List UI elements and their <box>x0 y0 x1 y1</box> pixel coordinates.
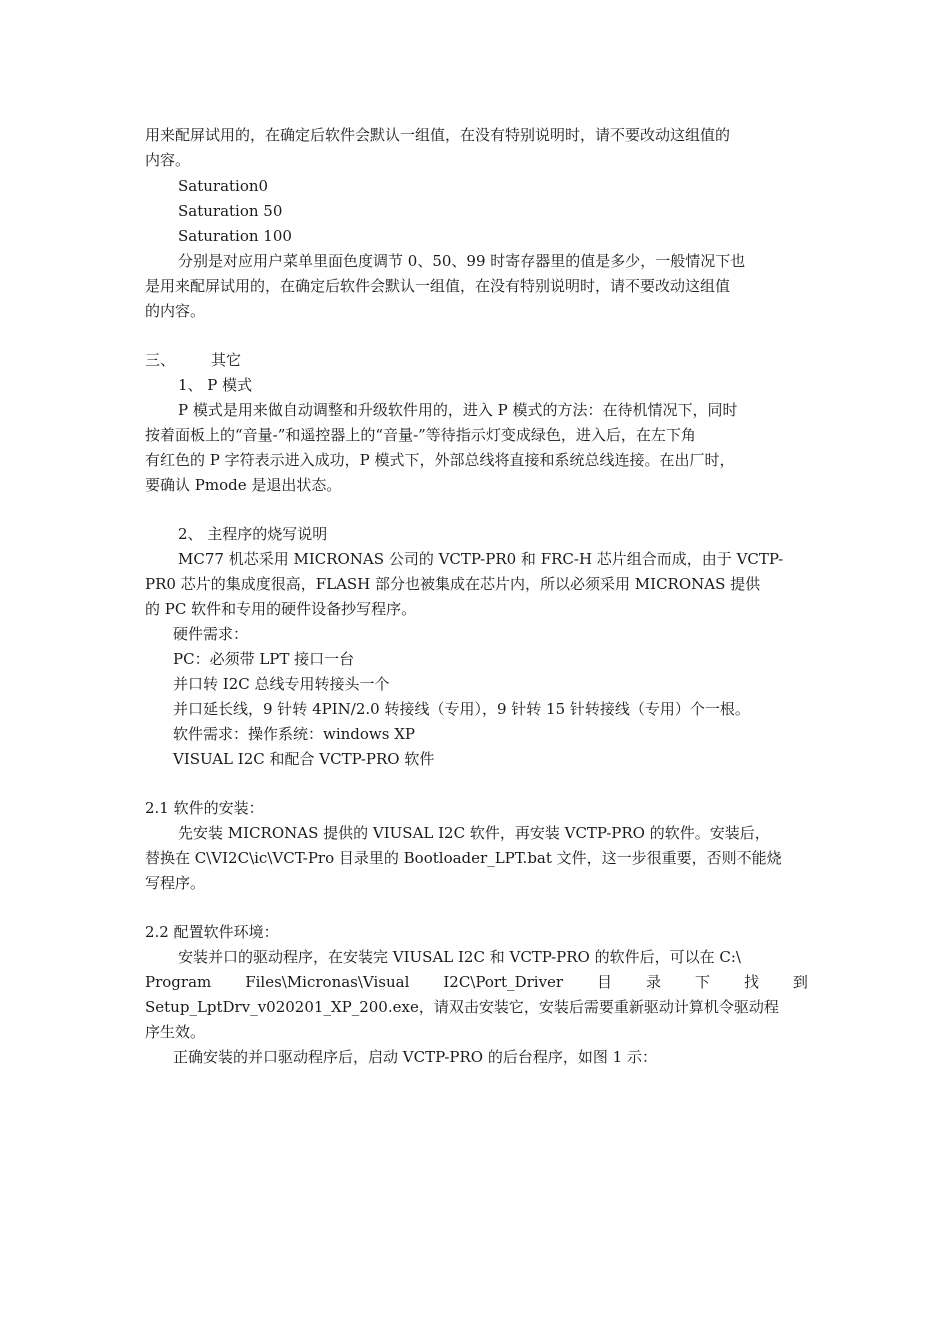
sec22-line1: 安装并口的驱动程序，在安装完 VIUSAL I2C 和 VCTP-PRO 的软件后，可以在 C:\ <box>178 948 741 966</box>
sec22-word: 目 <box>597 973 613 991</box>
sub1-line2: 按着面板上的“音量-”和遥控器上的“音量-”等待指示灯变成绿色，进入后，在左下角 <box>145 426 696 444</box>
sec22-word: 到 <box>792 973 808 991</box>
section3-title: 其它 <box>211 351 242 369</box>
sec21-line2: 替换在 C\VI2C\ic\VCT-Pro 目录里的 Bootloader_LPT.bat 文件，这一步很重要，否则不能烧 <box>145 849 782 867</box>
req-adapter: 并口转 I2C 总线专用转接头一个 <box>173 675 390 693</box>
sec22-heading: 2.2 配置软件环境： <box>145 923 279 941</box>
sec22-line4: 序生效。 <box>145 1023 206 1041</box>
sub2-line1: MC77 机芯采用 MICRONAS 公司的 VCTP-PR0 和 FRC-H 芯片组合而成，由于 VCTP- <box>178 550 784 568</box>
sub2-line3: 的 PC 软件和专用的硬件设备抄写程序。 <box>145 600 417 618</box>
sec22-line3: Setup_LptDrv_v020201_XP_200.exe，请双击安装它，安装后需要重新驱动计算机令驱动程 <box>145 998 779 1016</box>
sec22-line2 <box>145 972 808 992</box>
sub1-line3: 有红色的 P 字符表示进入成功，P 模式下，外部总线将直接和系统总线连接。在出厂时， <box>145 451 735 469</box>
saturation-50: Saturation 50 <box>178 202 283 220</box>
sec21-line3: 写程序。 <box>145 874 206 892</box>
para2-line3: 的内容。 <box>145 302 206 320</box>
sub1-line1: P 模式是用来做自动调整和升级软件用的，进入 P 模式的方法：在待机情况下，同时 <box>178 401 738 419</box>
sec22-word: 找 <box>743 973 759 991</box>
req-pc: PC：必须带 LPT 接口一台 <box>173 650 355 668</box>
sec22-word: Program <box>145 973 212 991</box>
sec21-heading: 2.1 软件的安装： <box>145 799 264 817</box>
sec22-word: 录 <box>646 973 662 991</box>
sub1-line4: 要确认 Pmode 是退出状态。 <box>145 476 342 494</box>
sub2-title: 2、 主程序的烧写说明 <box>178 525 328 543</box>
section3-number: 三、 <box>145 351 176 369</box>
req-software: 软件需求：操作系统：windows XP <box>173 725 416 743</box>
sec21-line1: 先安装 MICRONAS 提供的 VIUSAL I2C 软件，再安装 VCTP-PRO 的软件。安装后， <box>178 824 770 842</box>
req-visual-i2c: VISUAL I2C 和配合 VCTP-PRO 软件 <box>173 750 435 768</box>
para1-line2: 内容。 <box>145 151 191 169</box>
sub2-line2: PR0 芯片的集成度很高，FLASH 部分也被集成在芯片内，所以必须采用 MICRONAS 提供 <box>145 575 761 593</box>
sec22-word: 下 <box>694 973 710 991</box>
sec22-line5: 正确安装的并口驱动程序后，启动 VCTP-PRO 的后台程序，如图 1 示： <box>173 1048 657 1066</box>
sec22-word: I2C\Port_Driver <box>443 973 564 991</box>
sub1-title: 1、 P 模式 <box>178 376 253 394</box>
req-cables: 并口延长线，9 针转 4PIN/2.0 转接线（专用），9 针转 15 针转接线（专用）个一根。 <box>173 700 750 718</box>
sec22-word: Files\Micronas\Visual <box>245 973 410 991</box>
para2-line2: 是用来配屏试用的，在确定后软件会默认一组值，在没有特别说明时，请不要改动这组值 <box>145 277 731 295</box>
para2-line1: 分别是对应用户菜单里面色度调节 0、50、99 时寄存器里的值是多少，一般情况下也 <box>178 252 746 270</box>
para1-line1: 用来配屏试用的，在确定后软件会默认一组值，在没有特别说明时，请不要改动这组值的 <box>145 126 731 144</box>
req-hardware-label: 硬件需求： <box>173 625 249 643</box>
saturation-0: Saturation0 <box>178 177 269 195</box>
saturation-100: Saturation 100 <box>178 227 292 245</box>
